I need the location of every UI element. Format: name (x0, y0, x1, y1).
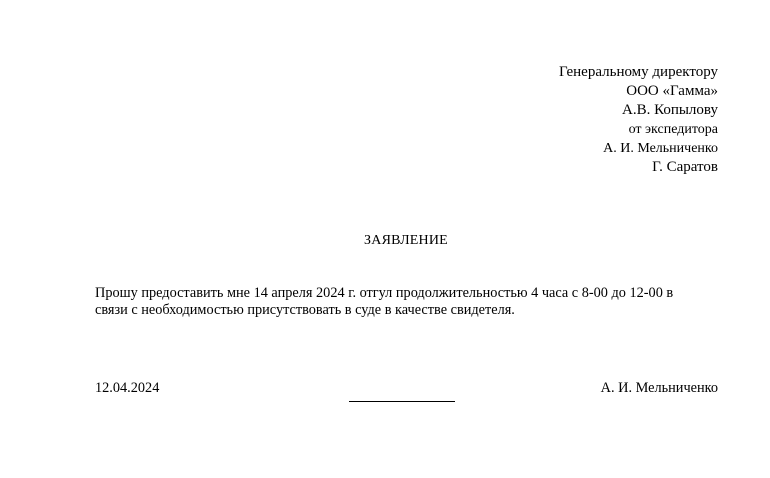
signer-name: А. И. Мельниченко (600, 380, 718, 396)
body-line-2: связи с необходимостью присутствовать в суде в качестве свидетеля. (95, 302, 515, 318)
sender-name: А. И. Мельниченко (603, 141, 718, 156)
addressee-block (559, 63, 718, 177)
application-date: 12.04.2024 (95, 380, 160, 396)
addressee-name: А.В. Копылову (621, 102, 718, 118)
document-title: ЗАЯВЛЕНИЕ (364, 233, 448, 248)
addressee-company: ООО «Гамма» (626, 83, 718, 99)
body-line-1: Прошу предоставить мне 14 апреля 2024 г. отгул продолжительностью 4 часа с 8-00 до 12-00 в (95, 285, 674, 301)
application-body (95, 285, 715, 319)
addressee-position: Генеральному директору (558, 64, 718, 80)
sender-city: Г. Саратов (652, 159, 718, 175)
signature-line (349, 401, 455, 402)
sender-position: от экспедитора (628, 122, 718, 137)
